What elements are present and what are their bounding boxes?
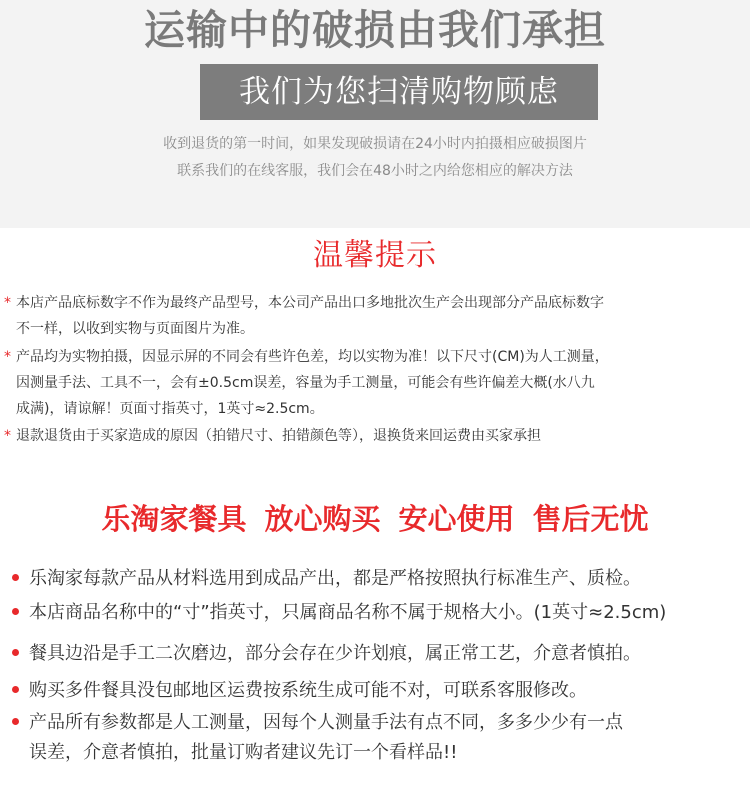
bullet-item-3 (12, 639, 742, 669)
banner-desc-line1: 收到退货的第一时间，如果发现破损请在24小时内拍摄相应破损图片 (163, 136, 587, 152)
red-dot-icon (12, 608, 19, 615)
asterisk-icon: * (4, 428, 11, 444)
notice-item-3-line1: 退款退货由于买家造成的原因（拍错尺寸、拍错颜色等），退换货来回运费由买家承担 (16, 428, 541, 444)
red-dot-icon (12, 649, 19, 656)
bullet-item-2 (12, 598, 742, 628)
slogan-part-4: 售后无忧 (532, 502, 649, 536)
slogan-part-1: 乐淘家餐具 (101, 502, 247, 536)
asterisk-icon: * (4, 295, 11, 311)
notice-item-2-line1: 产品均为实物拍摄，因显示屏的不同会有些许色差，均以实物为准！以下尺寸(CM)为人工测量， (16, 349, 609, 365)
bullet-item-1 (12, 564, 742, 594)
brand-slogan (0, 497, 750, 541)
damage-guarantee-banner (0, 0, 750, 228)
asterisk-icon: * (4, 349, 11, 365)
banner-subtitle: 我们为您扫清购物顾虑 (239, 74, 559, 110)
banner-desc-line2: 联系我们的在线客服，我们会在48小时之内给您相应的解决方法 (177, 163, 573, 179)
bullet-item-4-text: 购买多件餐具没包邮地区运费按系统生成可能不对，可联系客服修改。 (29, 680, 587, 701)
notice-item-2 (4, 344, 746, 422)
notice-item-2-line2: 因测量手法、工具不一，会有±0.5cm误差，容量为手工测量，可能会有些许偏差大概(水八九 (16, 375, 595, 391)
notice-item-1-line1: 本店产品底标数字不作为最终产品型号，本公司产品出口多地批次生产会出现部分产品底标数字 (16, 295, 604, 311)
red-dot-icon (12, 718, 19, 725)
red-dot-icon (12, 574, 19, 581)
notice-item-3 (4, 423, 746, 449)
notice-title: 温馨提示 (313, 238, 437, 273)
bullet-item-3-text: 餐具边沿是手工二次磨边，部分会存在少许划痕，属正常工艺，介意者慎拍。 (29, 643, 641, 664)
slogan-part-2: 放心购买 (264, 502, 381, 536)
bullet-item-5-line1: 产品所有参数都是人工测量，因每个人测量手法有点不同，多多少少有一点 (29, 712, 623, 733)
bullet-item-5-line2: 误差，介意者慎拍，批量订购者建议先订一个看样品!! (29, 742, 458, 763)
banner-subtitle-box (200, 64, 598, 120)
slogan-part-3: 安心使用 (398, 502, 515, 536)
bullet-item-5 (12, 708, 742, 768)
bullet-item-4 (12, 676, 742, 706)
bullet-item-2-text: 本店商品名称中的“寸”指英寸，只属商品名称不属于规格大小。(1英寸≈2.5cm) (29, 602, 667, 623)
notice-item-1-line2: 不一样，以收到实物与页面图片为准。 (16, 321, 254, 337)
notice-item-2-line3: 成满)，请谅解！页面寸指英寸，1英寸≈2.5cm。 (16, 401, 324, 417)
banner-title: 运输中的破损由我们承担 (144, 6, 606, 54)
notice-item-1 (4, 290, 746, 342)
red-dot-icon (12, 686, 19, 693)
bullet-item-1-text: 乐淘家每款产品从材料选用到成品产出，都是严格按照执行标准生产、质检。 (29, 568, 641, 589)
